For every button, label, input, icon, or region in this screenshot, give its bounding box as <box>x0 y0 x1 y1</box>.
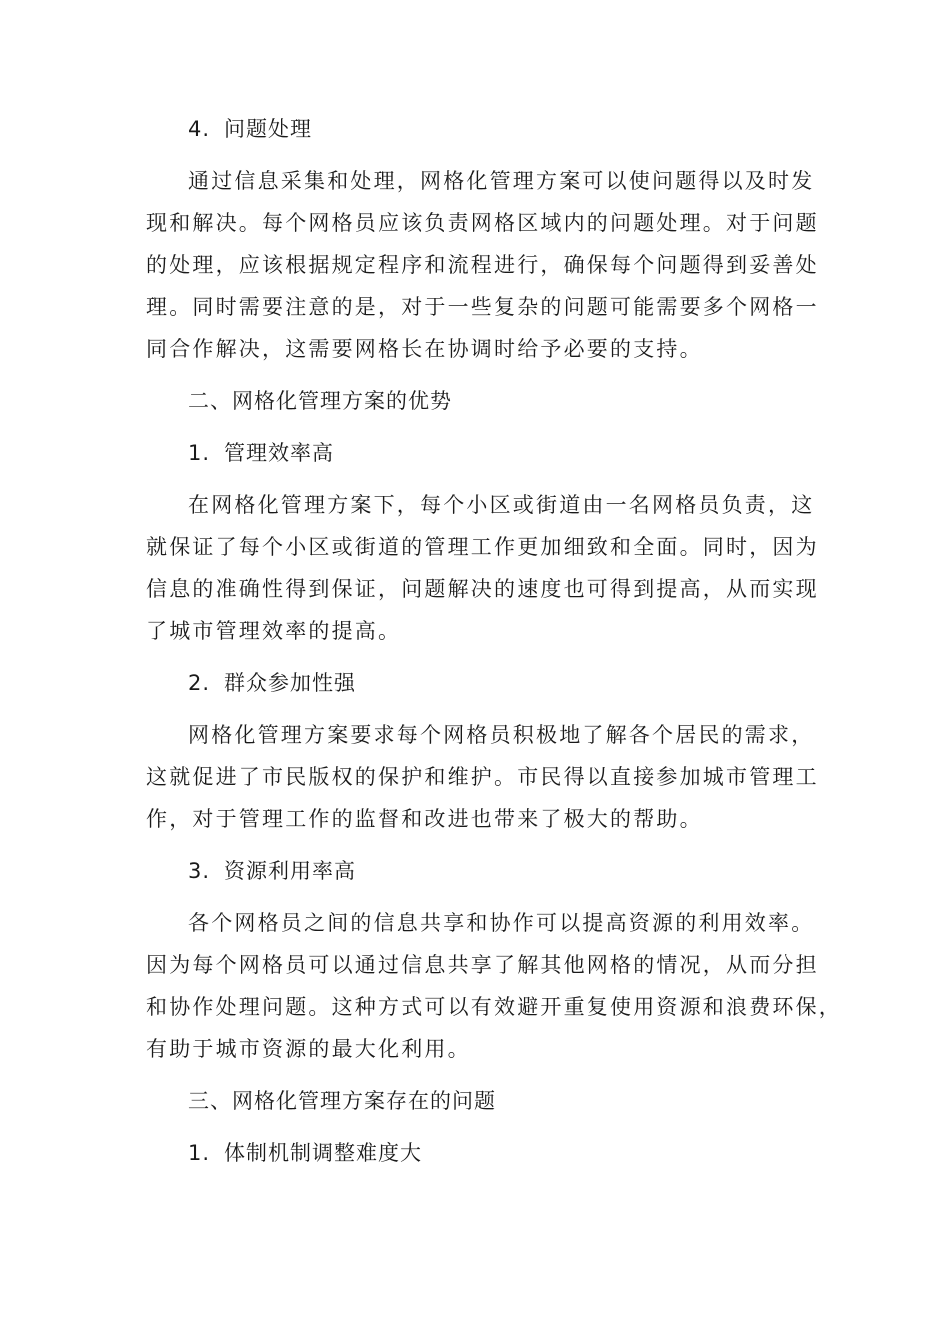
heading-text: 资源利用率高 <box>224 859 356 883</box>
section-heading <box>146 432 806 474</box>
heading-number: 2. <box>188 671 211 695</box>
heading-text: 二、网格化管理方案的优势 <box>188 389 452 413</box>
paragraph <box>146 902 842 1070</box>
paragraph-line: 同合作解决，这需要网格长在协调时给予必要的支持。 <box>146 337 703 361</box>
document-body <box>146 108 842 1184</box>
paragraph-line: 有助于城市资源的最大化利用。 <box>146 1037 471 1061</box>
paragraph-line: 的处理，应该根据规定程序和流程进行，确保每个问题得到妥善处 <box>146 253 819 277</box>
section-heading <box>146 662 806 704</box>
paragraph-line: 在网格化管理方案下，每个小区或街道由一名网格员负责，这 <box>188 493 815 517</box>
heading-text: 群众参加性强 <box>224 671 356 695</box>
paragraph <box>146 160 819 370</box>
paragraph-line: 通过信息采集和处理，网格化管理方案可以使问题得以及时发 <box>188 169 815 193</box>
heading-text: 管理效率高 <box>224 441 334 465</box>
section-heading <box>146 850 806 892</box>
section-heading <box>146 380 806 422</box>
paragraph-line: 理。同时需要注意的是，对于一些复杂的问题可能需要多个网格一 <box>146 295 819 319</box>
paragraph-line: 网格化管理方案要求每个网格员积极地了解各个居民的需求， <box>188 723 815 747</box>
paragraph-line: 这就促进了市民版权的保护和维护。市民得以直接参加城市管理工 <box>146 765 819 789</box>
paragraph-line: 因为每个网格员可以通过信息共享了解其他网格的情况，从而分担 <box>146 953 819 977</box>
heading-number: 1. <box>188 441 211 465</box>
heading-number: 4. <box>188 117 211 141</box>
section-heading <box>146 1132 806 1174</box>
heading-text: 问题处理 <box>224 117 312 141</box>
heading-text: 三、网格化管理方案存在的问题 <box>188 1089 496 1113</box>
paragraph-line: 作，对于管理工作的监督和改进也带来了极大的帮助。 <box>146 807 703 831</box>
heading-number: 1. <box>188 1141 211 1165</box>
paragraph-line: 和协作处理问题。这种方式可以有效避开重复使用资源和浪费环保， <box>146 995 842 1019</box>
heading-text: 体制机制调整难度大 <box>224 1141 422 1165</box>
paragraph <box>146 484 819 652</box>
paragraph-line: 就保证了每个小区或街道的管理工作更加细致和全面。同时，因为 <box>146 535 819 559</box>
paragraph-line: 信息的准确性得到保证，问题解决的速度也可得到提高，从而实现 <box>146 577 819 601</box>
heading-number: 3. <box>188 859 211 883</box>
paragraph-line: 现和解决。每个网格员应该负责网格区域内的问题处理。对于问题 <box>146 211 819 235</box>
section-heading <box>146 1080 806 1122</box>
paragraph-line: 了城市管理效率的提高。 <box>146 619 402 643</box>
paragraph <box>146 714 819 840</box>
paragraph-line: 各个网格员之间的信息共享和协作可以提高资源的利用效率。 <box>188 911 815 935</box>
section-heading <box>146 108 806 150</box>
